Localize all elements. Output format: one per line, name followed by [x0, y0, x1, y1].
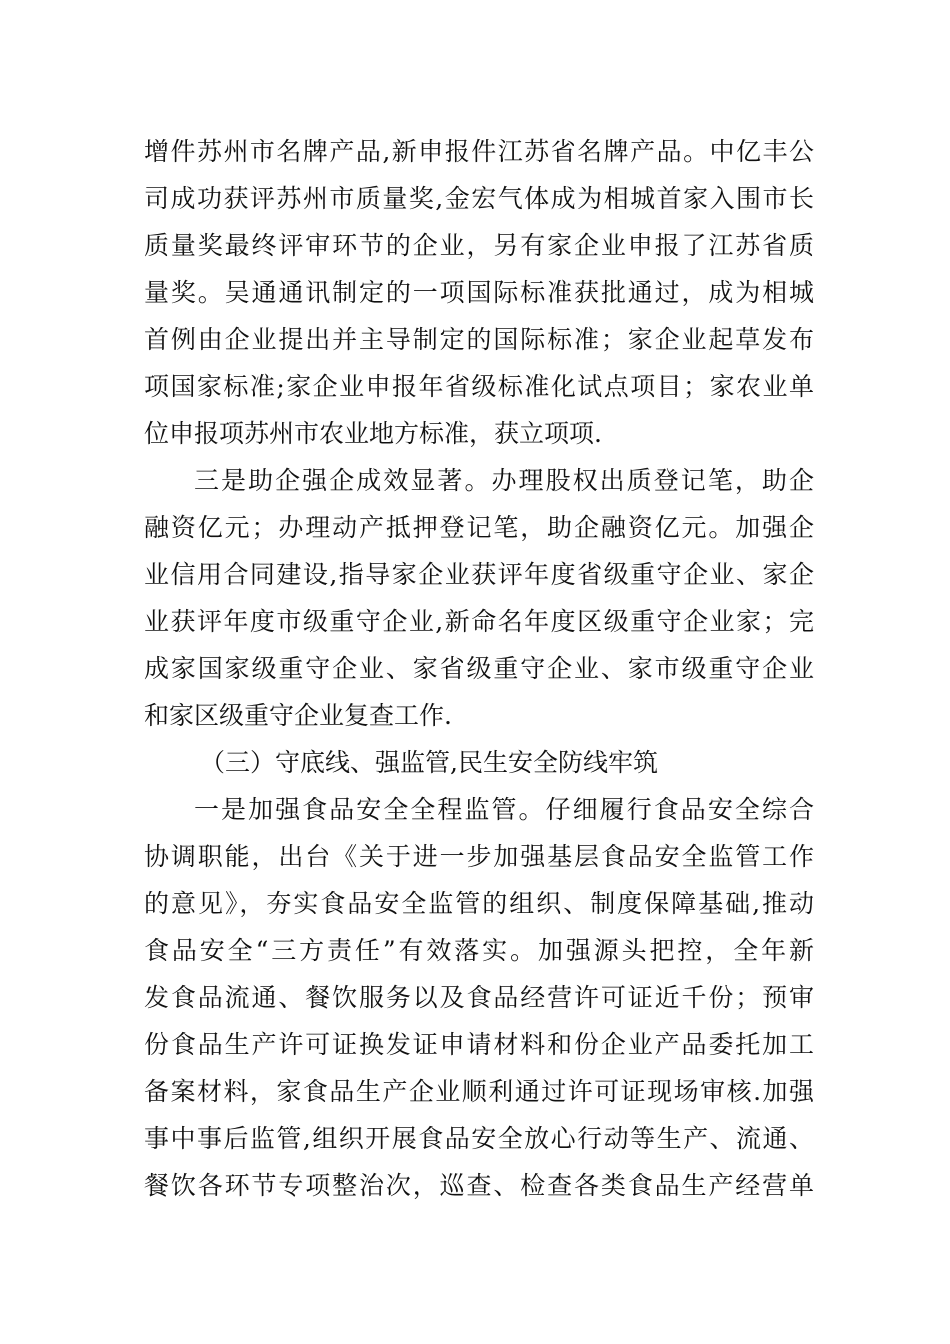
text-line: 融资亿元；办理动产抵押登记笔，助企融资亿元。加强企 — [144, 513, 814, 542]
text-line: 量奖。吴通通讯制定的一项国际标准获批通过，成为相城 — [144, 278, 814, 307]
text-line: 项国家标准;家企业申报年省级标准化试点项目；家农业单 — [144, 372, 814, 401]
paragraph-first-line: 三是助企强企成效显著。办理股权出质登记笔，助企 — [194, 466, 814, 495]
text-line: 位申报项苏州市农业地方标准，获立项项. — [144, 419, 602, 448]
text-line: 份食品生产许可证换发证申请材料和份企业产品委托加工 — [144, 1030, 814, 1059]
text-line: 发食品流通、餐饮服务以及食品经营许可证近千份；预审 — [144, 983, 814, 1012]
text-line: 协调职能，出台《关于进一步加强基层食品安全监管工作 — [144, 842, 814, 871]
text-line: 增件苏州市名牌产品,新申报件江苏省名牌产品。中亿丰公 — [144, 137, 814, 166]
section-heading: （三）守底线、强监管,民生安全防线牢筑 — [200, 748, 658, 777]
text-line: 餐饮各环节专项整治次，巡查、检查各类食品生产经营单 — [144, 1171, 814, 1200]
text-line: 事中事后监管,组织开展食品安全放心行动等生产、流通、 — [144, 1124, 814, 1153]
text-line: 和家区级重守企业复查工作. — [144, 701, 452, 730]
text-line: 业信用合同建设,指导家企业获评年度省级重守企业、家企 — [144, 560, 814, 589]
text-line: 首例由企业提出并主导制定的国际标准；家企业起草发布 — [144, 325, 814, 354]
body-text — [144, 128, 814, 1209]
text-line: 司成功获评苏州市质量奖,金宏气体成为相城首家入围市长 — [144, 184, 814, 213]
text-line: 质量奖最终评审环节的企业，另有家企业申报了江苏省质 — [144, 231, 814, 260]
text-line: 的意见》，夯实食品安全监管的组织、制度保障基础,推动 — [144, 889, 814, 918]
text-line: 业获评年度市级重守企业,新命名年度区级重守企业家；完 — [144, 607, 814, 636]
text-line: 成家国家级重守企业、家省级重守企业、家市级重守企业 — [144, 654, 814, 683]
text-line: 食品安全“三方责任”有效落实。加强源头把控，全年新 — [144, 936, 814, 965]
paragraph-first-line: 一是加强食品安全全程监管。仔细履行食品安全综合 — [194, 795, 814, 824]
text-line: 备案材料，家食品生产企业顺利通过许可证现场审核.加强 — [144, 1077, 814, 1106]
